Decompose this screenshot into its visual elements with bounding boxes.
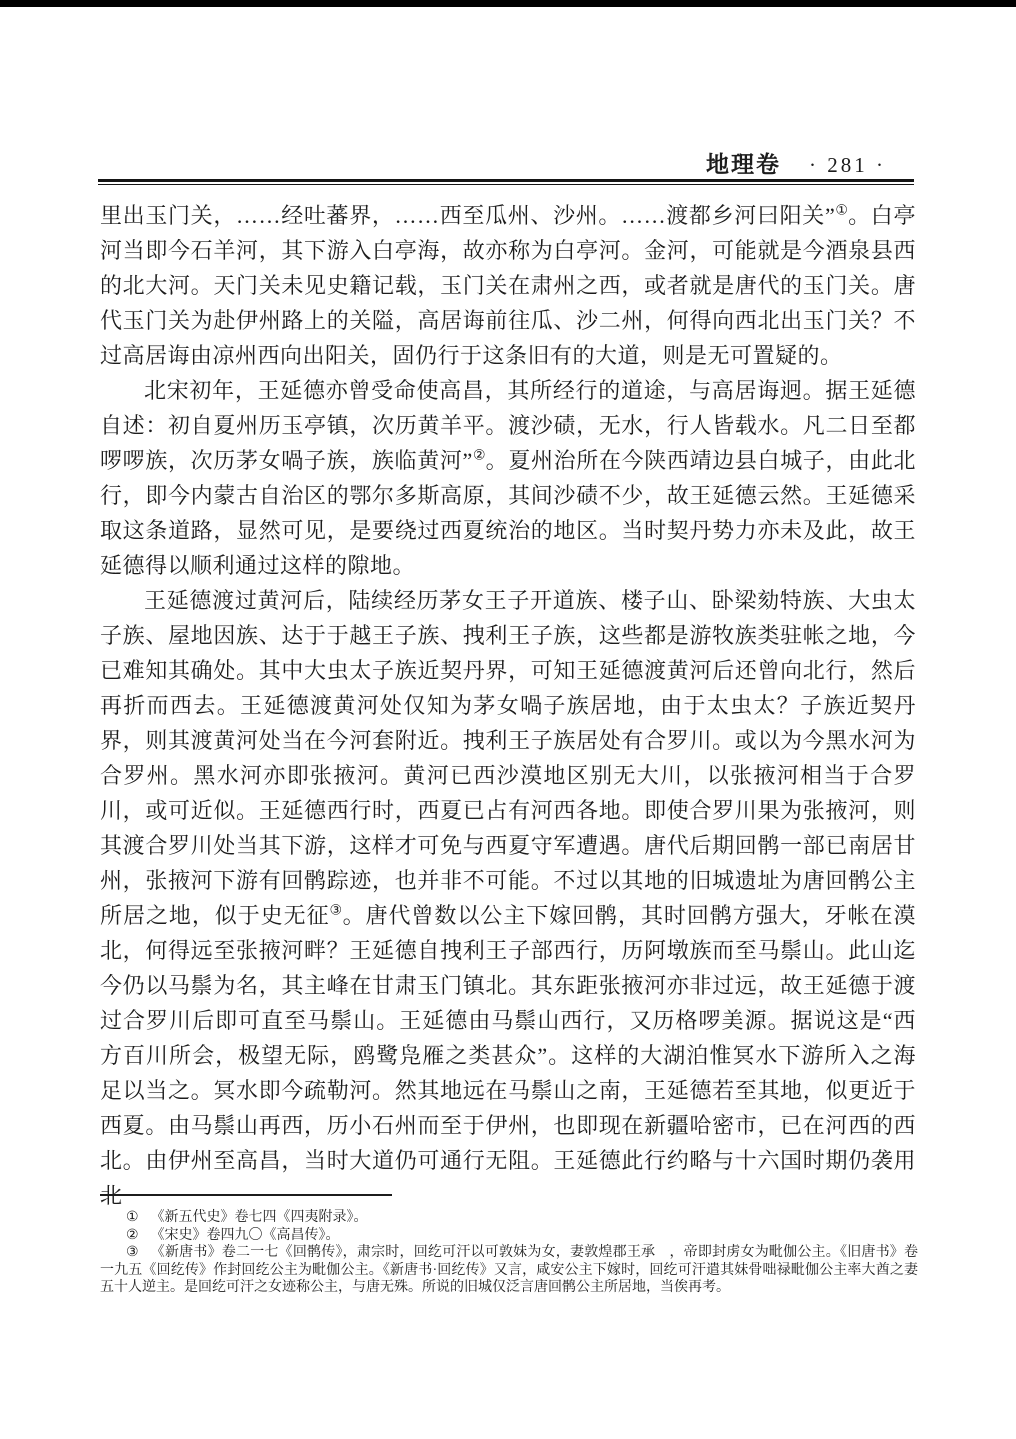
footnote-ref: ① bbox=[835, 203, 849, 219]
scan-top-edge bbox=[0, 0, 1016, 7]
footnote-marker: ③ bbox=[126, 1245, 139, 1260]
footnote-item bbox=[100, 1209, 918, 1227]
footnote-list bbox=[100, 1209, 918, 1297]
paragraph: 王延德渡过黄河后，陆续经历茅女王子开道族、楼子山、卧梁劾特族、大虫太子族、屋地因族、达于于越王子族、拽利王子族，这些都是游牧族类驻帐之地，今已难知其确处。其中大虫太子族近契丹界，可知王延德渡黄河后还曾向北行，然后再折而西去。王延德渡黄河处仅知为茅女喎子族居地，由于太虫太？子族近契丹界，则其渡黄河处当在今河套附近。拽利王子族居处有合罗川。或以为今黑水河为合罗州。黑水河亦即张掖河。黄河已西沙漠地区别无大川，以张掖河相当于合罗川，或可近似。王延德西行时，西夏已占有河西各地。即使合罗川果为张掖河，则其渡合罗川处当其下游，这样才可免与西夏守军遭遇。唐代后期回鹘一部已南居甘州，张掖河下游有回鹘踪迹，也并非不可能。不过以其地的旧城遗址为唐回鹘公主所居之地，似于史无征③。唐代曾数以公主下嫁回鹘，其时回鹘方强大，牙帐在漠北，何得远至张掖河畔？王延德自拽利王子部西行，历阿墩族而至马鬃山。此山迄今仍以马鬃为名，其主峰在甘肃玉门镇北。其东距张掖河亦非过远，故王延德于渡过合罗川后即可直至马鬃山。王延德由马鬃山西行，又历格啰美源。据说这是“西方百川所会，极望无际，鸥鹭凫雁之类甚众”。这样的大湖泊惟冥水下游所入之海足以当之。冥水即今疏勒河。然其地远在马鬃山之南，王延德若至其地，似更近于西夏。由马鬃山再西，历小石州而至于伊州，也即现在新疆哈密市，已在河西的西北。由伊州至高昌，当时大道仍可通行无阻。王延德此行约略与十六国时期仍袭用北 bbox=[100, 588, 916, 1208]
footnote-text: 《新唐书》卷二一七《回鹘传》，肃宗时，回纥可汗以可敦妹为女，妻敦煌郡王承 ，帝即封虏女为毗伽公主。《旧唐书》卷一九五《回纥传》作封回纥公主为毗伽公主。《新唐书·回纥传》又言，咸安公主下嫁时，回纥可汗遣其妹骨咄禄毗伽公主率大酋之妻五十人逆主。是回纥可汗之女迹称公主，与唐无殊。所说的旧城仅泛言唐回鹘公主所居地，当俟再考。 bbox=[100, 1245, 918, 1295]
volume-title: 地理卷 bbox=[706, 151, 781, 177]
page-header bbox=[100, 146, 886, 179]
footnote-text: 《新五代史》卷七四《四夷附录》。 bbox=[150, 1210, 368, 1225]
header-rule bbox=[98, 179, 914, 185]
footnote-item bbox=[100, 1244, 918, 1297]
footnote-marker: ② bbox=[126, 1227, 139, 1243]
footnote-marker: ① bbox=[126, 1210, 139, 1225]
footnote-ref: ② bbox=[472, 448, 486, 464]
page-number: · 281 · bbox=[809, 153, 886, 177]
footnote-divider bbox=[100, 1194, 392, 1196]
paragraph: 北宋初年，王延德亦曾受命使高昌，其所经行的道途，与高居诲迥。据王延德自述：初自夏州历玉亭镇，次历黄羊平。渡沙碛，无水，行人皆载水。凡二日至都啰啰族，次历茅女喎子族，族临黄河”②。夏州治所在今陕西靖边县白城子，由此北行，即今内蒙古自治区的鄂尔多斯高原，其间沙碛不少，故王延德云然。王延德采取这条道路，显然可见，是要绕过西夏统治的地区。当时契丹势力亦未及此，故王延德得以顺利通过这样的隙地。 bbox=[100, 378, 916, 578]
footnote-ref: ③ bbox=[329, 903, 343, 919]
footnote-item bbox=[100, 1227, 918, 1245]
paragraph: 里出玉门关，……经吐蕃界，……西至瓜州、沙州。……渡都乡河曰阳关”①。白亭河当即今石羊河，其下游入白亭海，故亦称为白亭河。金河，可能就是今酒泉县西的北大河。天门关未见史籍记载，玉门关在肃州之西，或者就是唐代的玉门关。唐代玉门关为赴伊州路上的关隘，高居诲前往瓜、沙二州，何得向西北出玉门关？不过高居诲由凉州西向出阳关，固仍行于这条旧有的大道，则是无可置疑的。 bbox=[100, 203, 916, 368]
body-text bbox=[100, 198, 916, 1213]
footnotes-section bbox=[100, 1194, 918, 1297]
footnote-text: 《宋史》卷四九〇《高昌传》。 bbox=[150, 1227, 340, 1243]
